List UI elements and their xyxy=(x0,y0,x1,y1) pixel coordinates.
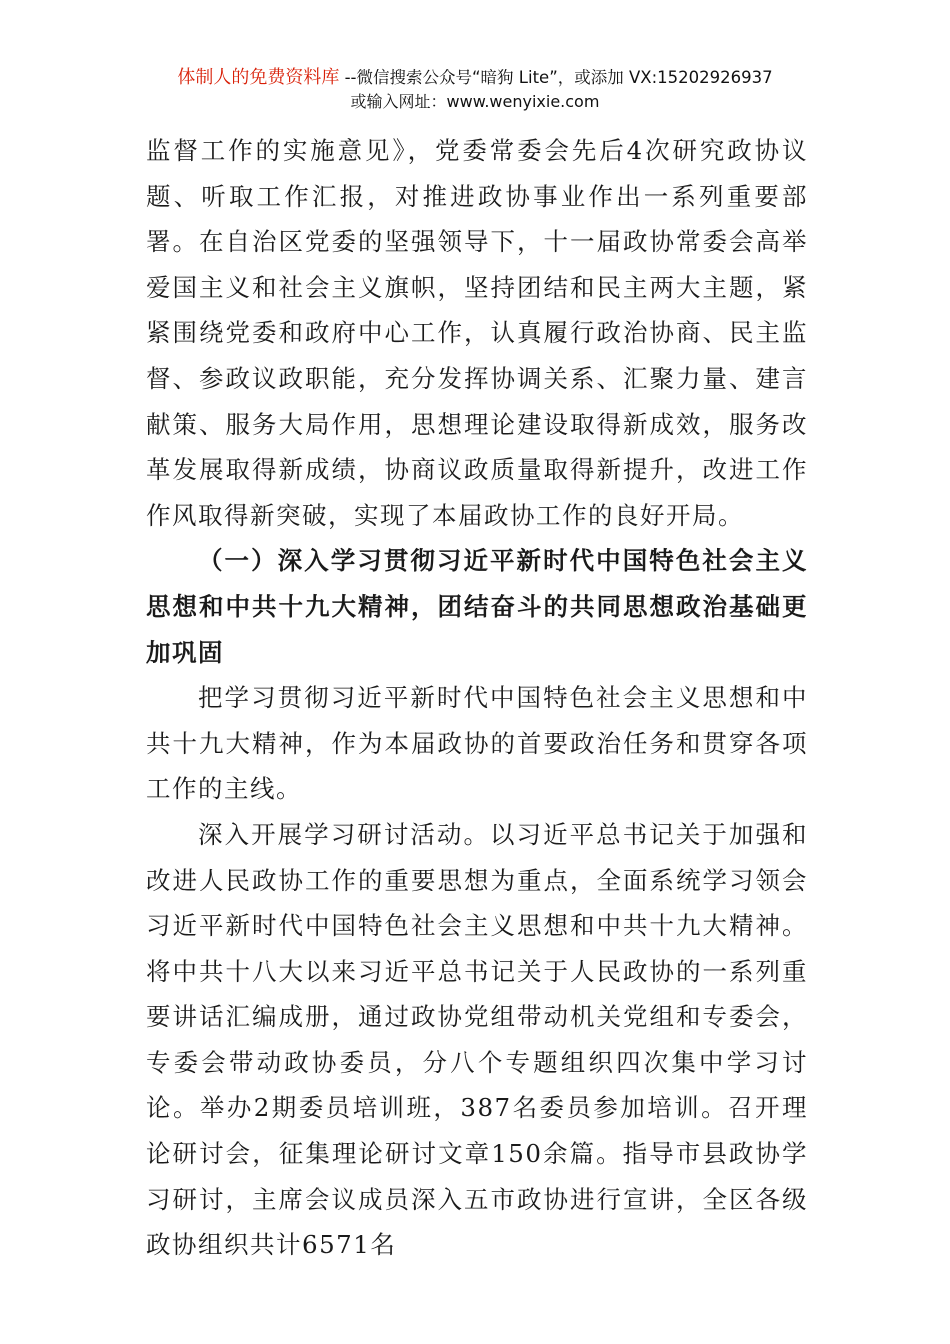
url-line: 或输入网址：www.wenyixie.com xyxy=(350,92,600,111)
page-header xyxy=(0,66,950,114)
contact-info: --微信搜索公众号“暗狗 Lite”，或添加 VX:15202926937 xyxy=(339,68,773,87)
paragraph-continued: 监督工作的实施意见》，党委常委会先后4次研究政协议题、听取工作汇报，对推进政协事业作出一系列重要部署。在自治区党委的坚强领导下，十一届政协常委会高举爱国主义和社会主义旗帜，坚持团结和民主两大主题，紧紧围绕党委和政府中心工作，认真履行政治协商、民主监督、参政议政职能，充分发挥协调关系、汇聚力量、建言献策、服务大局作用，思想理论建设取得新成效，服务改革发展取得新成绩，协商议政质量取得新提升，改进工作作风取得新突破，实现了本届政协工作的良好开局。 xyxy=(146,136,808,530)
header-promo-line xyxy=(0,66,950,90)
section-heading: （一）深入学习贯彻习近平新时代中国特色社会主义思想和中共十九大精神，团结奋斗的共同思想政治基础更加巩固 xyxy=(146,546,808,667)
site-name: 体制人的免费资料库 xyxy=(177,67,340,88)
paragraph: 把学习贯彻习近平新时代中国特色社会主义思想和中共十九大精神，作为本届政协的首要政治任务和贯穿各项工作的主线。 xyxy=(146,683,808,804)
document-body xyxy=(146,128,808,1268)
paragraph: 深入开展学习研讨活动。以习近平总书记关于加强和改进人民政协工作的重要思想为重点，全面系统学习领会习近平新时代中国特色社会主义思想和中共十九大精神。将中共十八大以来习近平总书记关于人民政协的一系列重要讲话汇编成册，通过政协党组带动机关党组和专委会，专委会带动政协委员，分八个专题组织四次集中学习讨论。举办2期委员培训班，387名委员参加培训。召开理论研讨会，征集理论研讨文章150余篇。指导市县政协学习研讨，主席会议成员深入五市政协进行宣讲，全区各级政协组织共计6571名 xyxy=(146,819,808,1260)
